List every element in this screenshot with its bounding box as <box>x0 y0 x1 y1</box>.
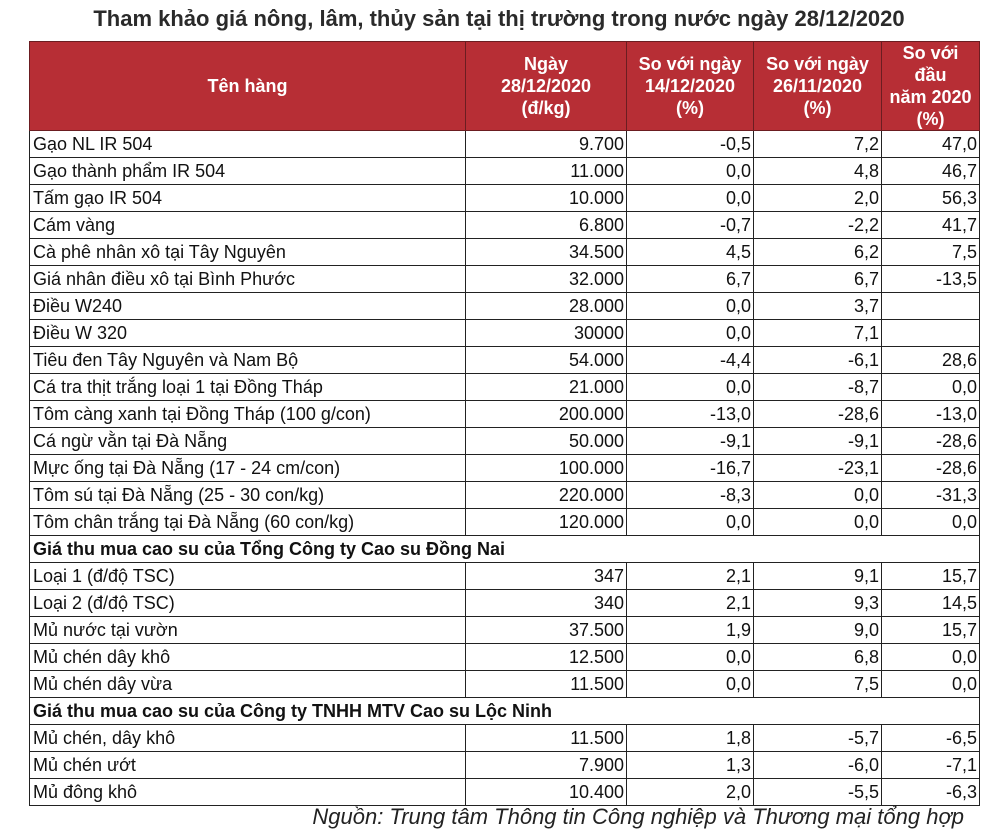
cell-vs-start: 15,7 <box>882 617 980 644</box>
header-price-line3: (đ/kg) <box>521 98 571 118</box>
header-vs-14-12-line3: (%) <box>676 98 704 118</box>
cell-vs-14-12: 0,0 <box>627 374 754 401</box>
cell-name: Tôm càng xanh tại Đồng Tháp (100 g/con) <box>30 401 466 428</box>
cell-vs-26-11: -23,1 <box>754 455 882 482</box>
cell-vs-26-11: 9,3 <box>754 590 882 617</box>
header-vs-14-12 <box>627 42 754 131</box>
table-row <box>30 590 980 617</box>
header-vs-start <box>882 42 980 131</box>
header-vs-26-11-line1: So với ngày <box>766 54 869 74</box>
table-row <box>30 401 980 428</box>
cell-vs-14-12: 0,0 <box>627 671 754 698</box>
section-header-dong-nai <box>30 536 980 563</box>
cell-price: 9.700 <box>466 131 627 158</box>
cell-vs-26-11: -5,7 <box>754 725 882 752</box>
cell-vs-26-11: 6,2 <box>754 239 882 266</box>
cell-vs-26-11: 7,2 <box>754 131 882 158</box>
cell-vs-14-12: -9,1 <box>627 428 754 455</box>
cell-vs-start <box>882 320 980 347</box>
cell-price: 30000 <box>466 320 627 347</box>
cell-vs-14-12: -8,3 <box>627 482 754 509</box>
cell-price: 28.000 <box>466 293 627 320</box>
cell-vs-26-11: -2,2 <box>754 212 882 239</box>
cell-name: Mủ chén dây khô <box>30 644 466 671</box>
header-price-line2: 28/12/2020 <box>500 76 592 96</box>
cell-vs-26-11: -9,1 <box>754 428 882 455</box>
cell-name: Gạo NL IR 504 <box>30 131 466 158</box>
cell-vs-start: -13,0 <box>882 401 980 428</box>
cell-vs-14-12: -4,4 <box>627 347 754 374</box>
header-price <box>466 42 627 131</box>
cell-vs-14-12: 0,0 <box>627 320 754 347</box>
cell-price: 34.500 <box>466 239 627 266</box>
cell-vs-start: 28,6 <box>882 347 980 374</box>
cell-price: 347 <box>466 563 627 590</box>
cell-vs-26-11: -28,6 <box>754 401 882 428</box>
cell-vs-start: -31,3 <box>882 482 980 509</box>
cell-vs-start: 15,7 <box>882 563 980 590</box>
cell-vs-start: -6,3 <box>882 779 980 806</box>
cell-vs-14-12: 2,0 <box>627 779 754 806</box>
cell-vs-14-12: 0,0 <box>627 185 754 212</box>
section-header-dong-nai-title: Giá thu mua cao su của Tổng Công ty Cao su Đồng Nai <box>30 536 980 563</box>
cell-vs-26-11: -5,5 <box>754 779 882 806</box>
cell-vs-26-11: 4,8 <box>754 158 882 185</box>
table-row <box>30 293 980 320</box>
cell-name: Mủ nước tại vườn <box>30 617 466 644</box>
header-price-line1: Ngày <box>523 54 568 74</box>
cell-price: 200.000 <box>466 401 627 428</box>
cell-vs-start: 0,0 <box>882 509 980 536</box>
cell-vs-start <box>882 293 980 320</box>
table-row <box>30 563 980 590</box>
cell-price: 220.000 <box>466 482 627 509</box>
cell-price: 7.900 <box>466 752 627 779</box>
cell-vs-26-11: -8,7 <box>754 374 882 401</box>
header-vs-start-line1: So với đầu <box>902 43 959 85</box>
cell-name: Tiêu đen Tây Nguyên và Nam Bộ <box>30 347 466 374</box>
cell-vs-26-11: 0,0 <box>754 482 882 509</box>
cell-vs-14-12: -0,7 <box>627 212 754 239</box>
cell-name: Cà phê nhân xô tại Tây Nguyên <box>30 239 466 266</box>
table-row <box>30 725 980 752</box>
cell-vs-14-12: -16,7 <box>627 455 754 482</box>
page-title: Tham khảo giá nông, lâm, thủy sản tại thị trường trong nước ngày 28/12/2020 <box>93 6 905 31</box>
table-row <box>30 320 980 347</box>
cell-vs-start: 46,7 <box>882 158 980 185</box>
cell-vs-14-12: 1,9 <box>627 617 754 644</box>
cell-name: Điều W240 <box>30 293 466 320</box>
cell-name: Cá ngừ vằn tại Đà Nẵng <box>30 428 466 455</box>
table-header-row <box>30 42 980 131</box>
cell-name: Tôm sú tại Đà Nẵng (25 - 30 con/kg) <box>30 482 466 509</box>
cell-vs-start: 56,3 <box>882 185 980 212</box>
table-row <box>30 644 980 671</box>
cell-vs-26-11: 6,8 <box>754 644 882 671</box>
table-row <box>30 671 980 698</box>
cell-vs-14-12: 6,7 <box>627 266 754 293</box>
cell-price: 340 <box>466 590 627 617</box>
cell-vs-14-12: 0,0 <box>627 509 754 536</box>
table-row <box>30 374 980 401</box>
cell-name: Mủ chén, dây khô <box>30 725 466 752</box>
cell-vs-26-11: 7,5 <box>754 671 882 698</box>
cell-price: 100.000 <box>466 455 627 482</box>
cell-vs-26-11: 3,7 <box>754 293 882 320</box>
cell-vs-26-11: 9,0 <box>754 617 882 644</box>
cell-name: Giá nhân điều xô tại Bình Phước <box>30 266 466 293</box>
table-row <box>30 158 980 185</box>
header-vs-start-line3: (%) <box>916 109 945 129</box>
cell-vs-start: -6,5 <box>882 725 980 752</box>
cell-price: 32.000 <box>466 266 627 293</box>
table-row <box>30 347 980 374</box>
cell-vs-14-12: 1,8 <box>627 725 754 752</box>
cell-name: Cám vàng <box>30 212 466 239</box>
table-row <box>30 266 980 293</box>
cell-price: 6.800 <box>466 212 627 239</box>
cell-name: Điều W 320 <box>30 320 466 347</box>
cell-vs-26-11: 9,1 <box>754 563 882 590</box>
table-row <box>30 752 980 779</box>
cell-vs-14-12: 2,1 <box>627 590 754 617</box>
cell-vs-26-11: -6,0 <box>754 752 882 779</box>
cell-price: 37.500 <box>466 617 627 644</box>
cell-name: Mủ chén ướt <box>30 752 466 779</box>
table-row <box>30 455 980 482</box>
cell-name: Tôm chân trắng tại Đà Nẵng (60 con/kg) <box>30 509 466 536</box>
cell-vs-start: 0,0 <box>882 671 980 698</box>
cell-price: 11.500 <box>466 671 627 698</box>
section-header-loc-ninh-title: Giá thu mua cao su của Công ty TNHH MTV Cao su Lộc Ninh <box>30 698 980 725</box>
table-row <box>30 509 980 536</box>
cell-vs-14-12: 1,3 <box>627 752 754 779</box>
cell-vs-start: 14,5 <box>882 590 980 617</box>
cell-name: Mủ chén dây vừa <box>30 671 466 698</box>
cell-price: 11.000 <box>466 158 627 185</box>
cell-vs-14-12: 0,0 <box>627 293 754 320</box>
cell-vs-start: 41,7 <box>882 212 980 239</box>
header-vs-start-line2: năm 2020 <box>889 87 972 107</box>
cell-vs-14-12: 2,1 <box>627 563 754 590</box>
cell-price: 54.000 <box>466 347 627 374</box>
cell-name: Mực ống tại Đà Nẵng (17 - 24 cm/con) <box>30 455 466 482</box>
cell-vs-14-12: 4,5 <box>627 239 754 266</box>
table-row <box>30 239 980 266</box>
cell-price: 50.000 <box>466 428 627 455</box>
header-vs-26-11 <box>754 42 882 131</box>
cell-vs-26-11: -6,1 <box>754 347 882 374</box>
cell-name: Loại 2 (đ/độ TSC) <box>30 590 466 617</box>
header-vs-14-12-line2: 14/12/2020 <box>644 76 736 96</box>
section-header-loc-ninh <box>30 698 980 725</box>
cell-vs-start: 0,0 <box>882 644 980 671</box>
table-row <box>30 617 980 644</box>
cell-vs-26-11: 6,7 <box>754 266 882 293</box>
cell-name: Gạo thành phẩm IR 504 <box>30 158 466 185</box>
table-row <box>30 428 980 455</box>
cell-vs-start: 0,0 <box>882 374 980 401</box>
cell-vs-14-12: 0,0 <box>627 644 754 671</box>
cell-name: Tấm gạo IR 504 <box>30 185 466 212</box>
header-vs-14-12-line1: So với ngày <box>638 54 742 74</box>
source-note: Nguồn: Trung tâm Thông tin Công nghiệp và Thương mại tổng hợp <box>312 804 964 829</box>
cell-name: Loại 1 (đ/độ TSC) <box>30 563 466 590</box>
cell-price: 12.500 <box>466 644 627 671</box>
cell-price: 10.000 <box>466 185 627 212</box>
table-row <box>30 212 980 239</box>
cell-vs-14-12: -13,0 <box>627 401 754 428</box>
cell-vs-26-11: 0,0 <box>754 509 882 536</box>
cell-vs-start: -28,6 <box>882 428 980 455</box>
cell-vs-start: -28,6 <box>882 455 980 482</box>
cell-vs-14-12: 0,0 <box>627 158 754 185</box>
cell-name: Mủ đông khô <box>30 779 466 806</box>
table-row <box>30 482 980 509</box>
cell-vs-start: 47,0 <box>882 131 980 158</box>
cell-name: Cá tra thịt trắng loại 1 tại Đồng Tháp <box>30 374 466 401</box>
cell-vs-14-12: -0,5 <box>627 131 754 158</box>
cell-price: 120.000 <box>466 509 627 536</box>
cell-price: 11.500 <box>466 725 627 752</box>
cell-vs-26-11: 2,0 <box>754 185 882 212</box>
header-vs-26-11-line3: (%) <box>803 98 832 118</box>
table-row <box>30 185 980 212</box>
cell-vs-start: -7,1 <box>882 752 980 779</box>
cell-price: 21.000 <box>466 374 627 401</box>
table-row <box>30 131 980 158</box>
cell-vs-start: -13,5 <box>882 266 980 293</box>
cell-vs-start: 7,5 <box>882 239 980 266</box>
price-table <box>29 41 980 806</box>
cell-vs-26-11: 7,1 <box>754 320 882 347</box>
header-vs-26-11-line2: 26/11/2020 <box>772 76 863 96</box>
cell-price: 10.400 <box>466 779 627 806</box>
header-name: Tên hàng <box>30 42 466 131</box>
